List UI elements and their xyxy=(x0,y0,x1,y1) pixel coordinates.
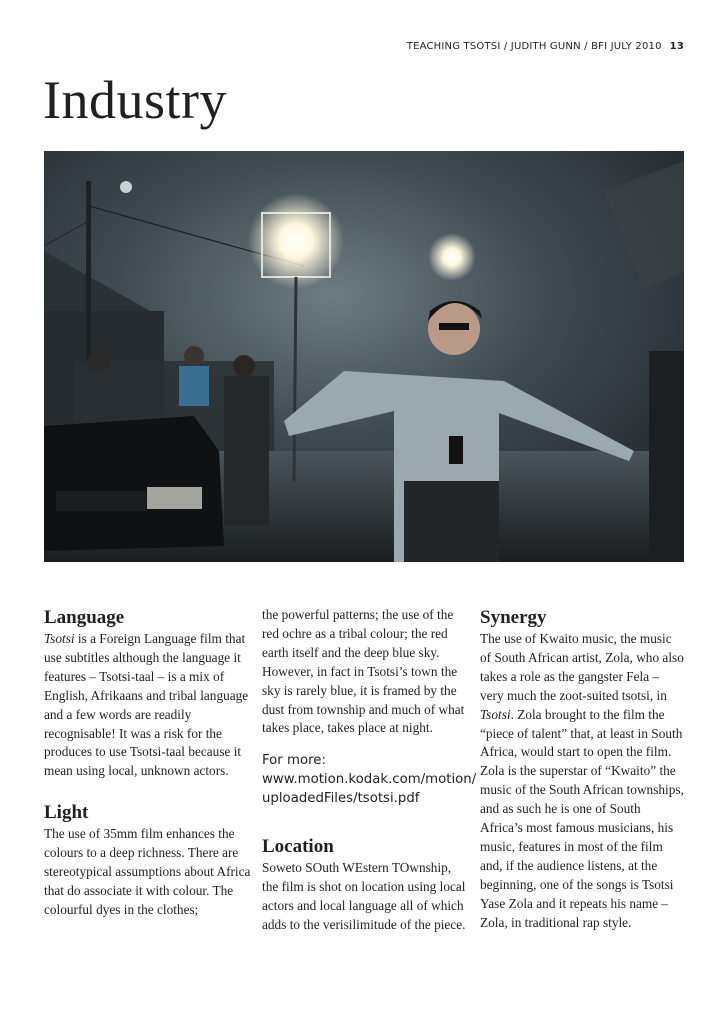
column-3 xyxy=(480,606,686,933)
language-body-text: is a Foreign Language film that use subtitles although the language it features – Tsotsi-taal – is a mix of English, Afrikaans and tribal language and a few words are readily recognisable! It was a risk for the produces to use Tsotsi-taal because it mean using local, unknown actors. xyxy=(44,631,249,779)
page-title: Industry xyxy=(43,70,227,130)
location-body: Soweto SOuth WEstern TOwnship, the film is shot on location using local actors and local language all of which adds to the verisilimitude of the piece. xyxy=(262,860,466,932)
running-head-text: TEACHING TSOTSI / JUDITH GUNN / BFI JULY 2010 xyxy=(406,41,662,52)
film-set-photo xyxy=(44,151,684,562)
language-body xyxy=(44,630,254,781)
synergy-body-title: Tsotsi xyxy=(480,706,511,722)
language-heading: Language xyxy=(44,607,125,628)
column-1 xyxy=(44,606,254,920)
light-body-continued: the powerful patterns; the use of the red ochre as a tribal colour; the red earth itself and the deep blue sky. However, in fact in Tsotsi’s town the sky is rarely blue, it is framed by the dust from township and much of what takes place, takes place at night. xyxy=(262,607,465,736)
more-link-line-1[interactable]: www.motion.kodak.com/motion/ xyxy=(262,772,477,788)
light-body: The use of 35mm film enhances the colours to a deep richness. There are stereotypical assumptions about Africa that do associate it with colour. The colourful dyes in the clothes; xyxy=(44,826,251,917)
language-body-title: Tsotsi xyxy=(44,631,75,646)
synergy-body-text-1: The use of Kwaito music, the music of South African artist, Zola, who also takes a role as the gangster Fela – very much the zoot-suited tsotsi, in xyxy=(480,631,684,703)
synergy-body xyxy=(480,630,686,933)
light-heading: Light xyxy=(44,802,89,824)
more-label: For more: xyxy=(262,753,326,769)
synergy-heading: Synergy xyxy=(480,607,547,628)
location-heading: Location xyxy=(262,836,334,858)
page-number: 13 xyxy=(669,41,684,52)
column-2 xyxy=(262,606,477,935)
more-link-line-2[interactable]: uploadedFiles/tsotsi.pdf xyxy=(262,791,420,807)
running-head xyxy=(407,41,684,52)
synergy-body-text-2: . Zola brought to the film the “piece of talent” that, at least in South Africa, would start to open the film. Zola is the superstar of “Kwaito” the music of the South African townships, and as such he is one of South Africa’s most famous musicians, his music, features in most of the film and, if the audience listens, at the beginning, one of the songs is Tsotsi Yase Zola and it repeats his name – Zola, in traditional rap style. xyxy=(480,706,684,930)
